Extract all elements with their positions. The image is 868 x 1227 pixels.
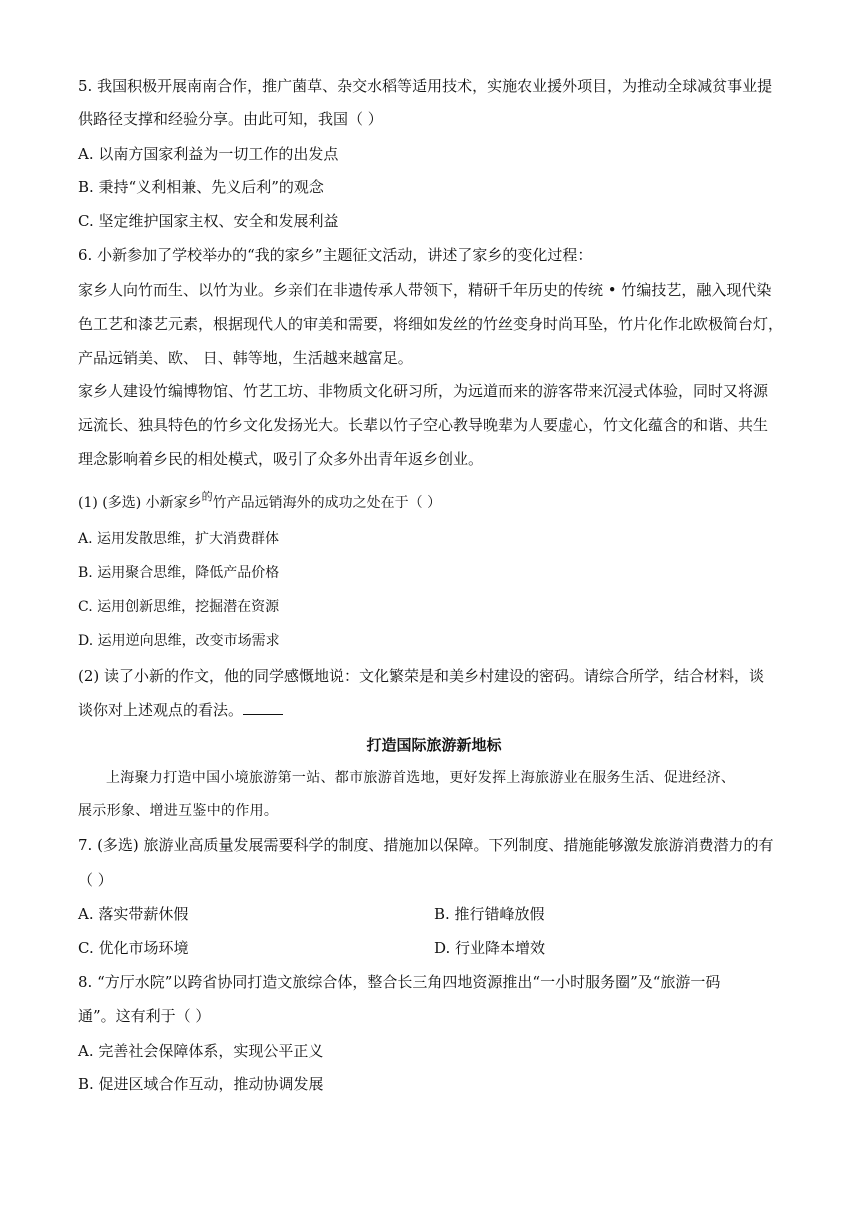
q6-para1-line3: 产品远销美、欧、 日、韩等地，生活越来越富足。 xyxy=(78,349,413,367)
q6-para2-line1: 家乡人建设竹编博物馆、竹艺工坊、非物质文化研习所，为远道而来的游客带来沉浸式体验，同时又将源 xyxy=(78,382,769,400)
q6-sub1-stem xyxy=(78,490,442,514)
q6-para1-line1: 家乡人向竹而生、以竹为业。乡亲们在非遗传承人带领下，精研千年历史的传统 • 竹编技艺，融入现代染 xyxy=(78,281,772,299)
section-text-line2: 展示形象、增进互鉴中的作用。 xyxy=(78,803,279,819)
q6-sub2-line2-wrap xyxy=(78,700,283,720)
q5-option-c: C. 坚定维护国家主权、安全和发展利益 xyxy=(78,212,339,230)
q6-sub1-option-d: D. 运用逆向思维，改变市场需求 xyxy=(78,633,280,649)
q8-option-a: A. 完善社会保障体系，实现公平正义 xyxy=(78,1042,324,1060)
q6-sub1-option-a: A. 运用发散思维，扩大消费群体 xyxy=(78,531,280,547)
q6-sub1-suffix: 竹产品远销海外的成功之处在于（ ） xyxy=(212,495,442,511)
q6-sub1-sup: 的 xyxy=(201,490,213,503)
q8-stem-line1: 8. “方厅水院”以跨省协同打造文旅综合体，整合长三角四地资源推出“一小时服务圈”及“旅游一码 xyxy=(78,973,721,991)
q5-stem-line1: 5. 我国积极开展南南合作，推广菌草、杂交水稻等适用技术，实施农业援外项目，为推动全球减贫事业提 xyxy=(78,77,773,95)
section-title: 打造国际旅游新地标 xyxy=(366,736,502,754)
q7-option-d: D. 行业降本增效 xyxy=(434,939,546,957)
q8-option-b: B. 促进区域合作互动，推动协调发展 xyxy=(78,1075,324,1093)
q5-option-a: A. 以南方国家利益为一切工作的出发点 xyxy=(78,145,339,163)
q5-stem-line2: 供路径支撑和经验分享。由此可知，我国（ ） xyxy=(78,110,383,128)
q5-option-b: B. 秉持“义利相兼、先义后利”的观念 xyxy=(78,178,324,196)
q7-stem-line2: （ ） xyxy=(78,871,113,889)
section-text-line1: 上海聚力打造中国小境旅游第一站、都市旅游首选地，更好发挥上海旅游业在服务生活、促进经济、 xyxy=(106,770,736,786)
q6-sub2-line2: 谈你对上述观点的看法。 xyxy=(78,701,244,719)
q7-option-c: C. 优化市场环境 xyxy=(78,939,189,957)
q6-sub1-option-b: B. 运用聚合思维，降低产品价格 xyxy=(78,565,280,581)
q7-option-a: A. 落实带薪休假 xyxy=(78,905,189,923)
q8-stem-line2: 通”。这有利于（ ） xyxy=(78,1007,211,1025)
q6-para2-line2: 远流长、独具特色的竹乡文化发扬光大。长辈以竹子空心教导晚辈为人要虚心，竹文化蕴含的和谐、共生 xyxy=(78,416,769,434)
q6-para1-line2: 色工艺和漆艺元素，根据现代人的审美和需要，将细如发丝的竹丝变身时尚耳坠，竹片化作北欧极简台灯， xyxy=(78,315,784,333)
answer-blank[interactable] xyxy=(243,700,283,715)
q7-option-b: B. 推行错峰放假 xyxy=(434,905,545,923)
q6-sub2-line1: (2) 读了小新的作文，他的同学感慨地说：文化繁荣是和美乡村建设的密码。请综合所学，结合材料，谈 xyxy=(78,667,765,685)
q7-stem-line1: 7. (多选) 旅游业高质量发展需要科学的制度、措施加以保障。下列制度、措施能够激发旅游消费潜力的有 xyxy=(78,836,774,854)
q6-sub1-prefix: (1) (多选) 小新家乡 xyxy=(78,495,202,511)
q6-intro: 6. 小新参加了学校举办的“我的家乡”主题征文活动，讲述了家乡的变化过程： xyxy=(78,246,593,264)
q6-para2-line3: 理念影响着乡民的相处模式，吸引了众多外出青年返乡创业。 xyxy=(78,450,484,468)
q6-sub1-option-c: C. 运用创新思维，挖掘潜在资源 xyxy=(78,599,280,615)
